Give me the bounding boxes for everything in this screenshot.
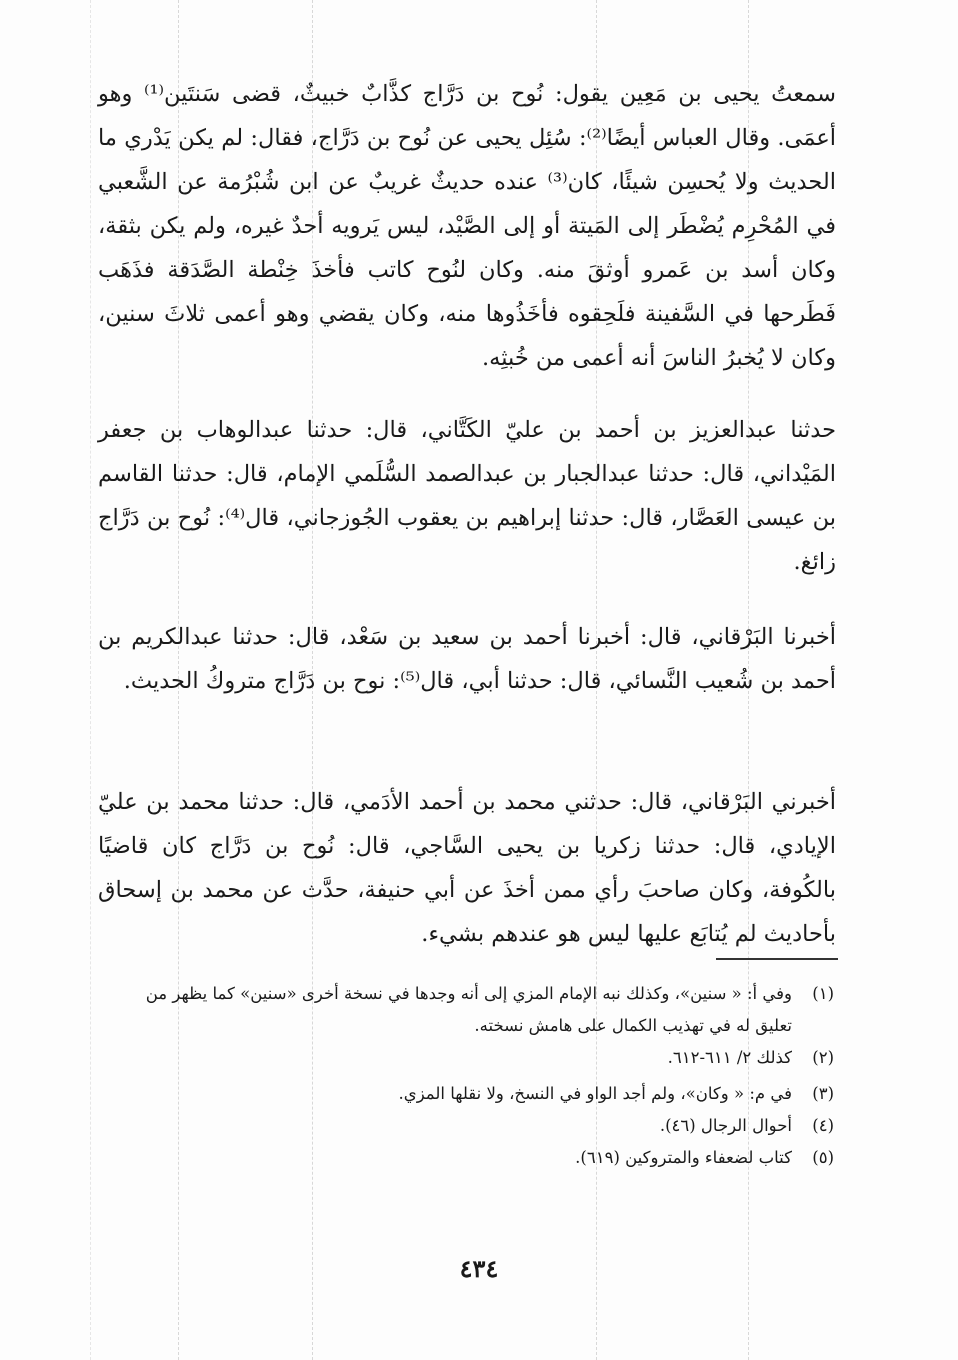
footnote-text: كتاب لضعفاء والمتروكين (٦١٩). — [575, 1148, 792, 1167]
footnote-number: (٥) — [812, 1148, 834, 1167]
footnote-number: (٣) — [812, 1084, 834, 1103]
footnote-text: أحوال الرجال (٤٦). — [659, 1116, 792, 1135]
footnotes — [120, 978, 834, 1174]
paragraph-2: حدثنا عبدالعزيز بن أحمد بن عليّ الكَتَّاني، قال: حدثنا عبدالوهاب بن جعفر المَيْداني، قال: حدثنا عبدالجبار بن عبدالصمد السُّلَمي الإمام، قال: حدثنا القاسم بن عيسى العَصَّار، قال: حدثنا إبراهيم بن يعقوب الجُوزجاني، قال⁽⁴⁾: نُوح بن دَرَّاج زائغ. — [98, 417, 836, 575]
paragraph-3: أخبرنا البَرْقاني، قال: أخبرنا أحمد بن سعيد بن سَعْد، قال: حدثنا عبدالكريم بن أحمد بن شُعيب النَّسائي، قال: حدثنا أبي، قال⁽⁵⁾: نوح بن دَرَّاج متروكُ الحديث. — [98, 624, 836, 694]
footnote-number: (٢) — [812, 1048, 834, 1067]
footnote-separator — [716, 958, 838, 960]
paragraph-1: سمعتُ يحيى بن مَعِين يقول: نُوح بن دَرَّاج كذَّابٌ خبيثٌ، قضى سَنتَين⁽¹⁾ وهو أعمَى. وقال العباس أيضًا⁽²⁾: سُئِل يحيى عن نُوح بن دَرَّاج، فقال: لم يكن يَدْري ما الحديث ولا يُحسِن شيئًا، كان⁽³⁾ عنده حديثٌ غريبٌ عن ابن شُبْرُمة عن الشَّعبي في المُحْرِم يُضْطَر إلى المَيتة أو إلى الصَّيْد، ليس يَرويه أحدٌ غيره، ولم يكن بثقة، وكان أسد بن عَمرو أوثقَ منه. وكان لنُوح كاتب فأخذَ خِنْطة الصَّدَقة فذَهَب فَطَرحها في السَّفينة فلَحِقوه فأخَذُوها منه، وكان يقضي وهو أعمى ثلاثَ سنين، وكان لا يُخبرُ الناسَ أنه أعمى من خُبثِه. — [98, 81, 836, 371]
footnote-5 — [120, 1142, 834, 1174]
footnote-2 — [120, 1042, 834, 1074]
footnote-text: في م: « وكان»، ولم أجد الواو في النسخ، ولا نقلها المزي. — [398, 1084, 792, 1103]
footnote-number: (١) — [812, 984, 834, 1003]
page-number: ٤٣٤ — [459, 1254, 499, 1283]
footnote-1 — [120, 978, 834, 1042]
footnote-4 — [120, 1110, 834, 1142]
footnote-text: وفي أ: « سنين»، وكذلك نبه الإمام المزي إلى أنه وجدها في نسخة أخرى «سنين» كما يظهر من تعليق له في تهذيب الكمال على هامش نسخته. — [145, 984, 792, 1035]
scan-guide-line — [90, 0, 91, 1360]
footnote-3 — [120, 1078, 834, 1110]
paragraph-4: أخبرني البَرْقاني، قال: حدثني محمد بن أحمد الأدَمي، قال: حدثنا محمد بن عليّ الإيادي، قال: حدثنا زكريا بن يحيى السَّاجي، قال: نُوح بن دَرَّاج كان قاضيًا بالكُوفة، وكان صاحبَ رأي ممن أخذَ عن أبي حنيفة، حدَّث عن محمد بن إسحاق بأحاديث لم يُتابَع عليها ليس هو عندهم بشيء. — [98, 789, 836, 947]
footnote-text: كذلك ٢/ ٦١١-٦١٢. — [667, 1048, 792, 1067]
footnote-number: (٤) — [812, 1116, 834, 1135]
